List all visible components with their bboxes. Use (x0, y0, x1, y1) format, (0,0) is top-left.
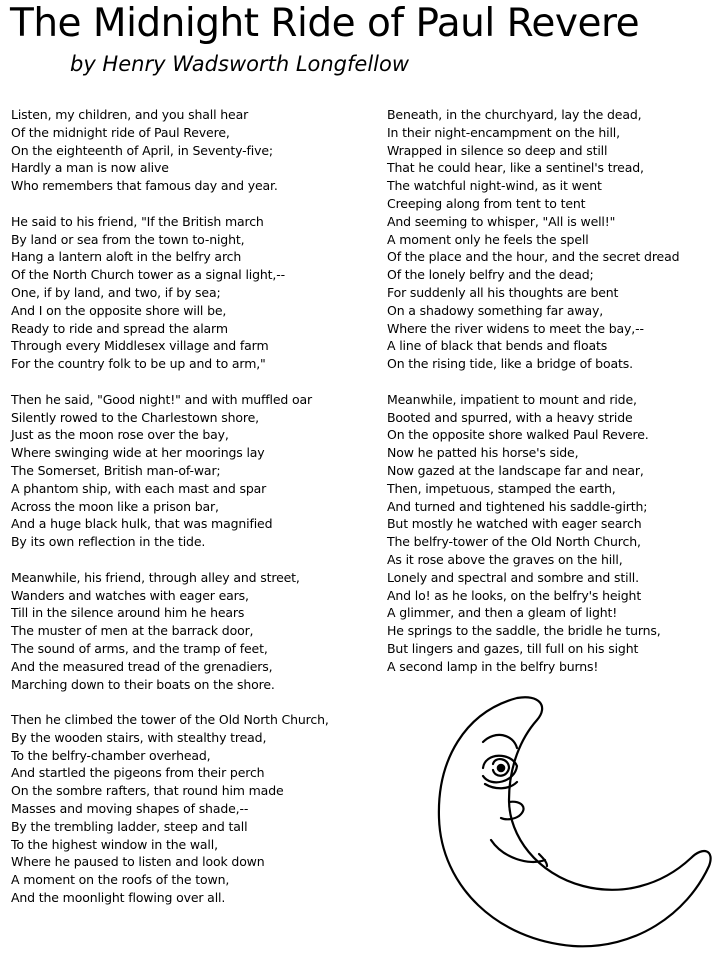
poem-line: Of the place and the hour, and the secret dread (387, 249, 680, 265)
poem-line: Marching down to their boats on the shore. (11, 676, 275, 692)
poem-line: Of the North Church tower as a signal light,-- (11, 267, 285, 283)
poem-line: A moment only he feels the spell (387, 231, 589, 247)
poem-line: And startled the pigeons from their perch (11, 765, 265, 781)
crescent-moon-face-icon (425, 690, 715, 952)
stanza (387, 106, 719, 373)
poem-line: By its own reflection in the tide. (11, 534, 206, 550)
poem-line: Where he paused to listen and look down (11, 854, 265, 870)
poem-line: Then he climbed the tower of the Old North Church, (11, 712, 329, 728)
poem-line: By the wooden stairs, with stealthy tread, (11, 729, 267, 745)
poem-line: Of the lonely belfry and the dead; (387, 267, 594, 283)
poem-line: A glimmer, and then a gleam of light! (387, 605, 618, 621)
poem-line: Who remembers that famous day and year. (11, 178, 278, 194)
poem-line: And lo! as he looks, on the belfry's height (387, 587, 642, 603)
poem-line: On a shadowy something far away, (387, 302, 604, 318)
poem-line: Hang a lantern aloft in the belfry arch (11, 249, 242, 265)
stanza (11, 711, 381, 907)
poem-line: Now he patted his horse's side, (387, 445, 579, 461)
poem-author: by Henry Wadsworth Longfellow (70, 52, 410, 76)
poem-line: A moment on the roofs of the town, (11, 872, 230, 888)
poem-line: Ready to ride and spread the alarm (11, 320, 228, 336)
poem-line: And I on the opposite shore will be, (11, 302, 227, 318)
poem-line: The belfry-tower of the Old North Church, (387, 534, 641, 550)
poem-title: The Midnight Ride of Paul Revere (10, 1, 640, 46)
poem-line: But mostly he watched with eager search (387, 516, 642, 532)
poem-line: On the eighteenth of April, in Seventy-five; (11, 142, 273, 158)
poem-line: Of the midnight ride of Paul Revere, (11, 124, 230, 140)
poem-line: To the highest window in the wall, (11, 836, 218, 852)
stanza (11, 213, 381, 373)
poem-line: The watchful night-wind, as it went (387, 178, 602, 194)
poem-line: The sound of arms, and the tramp of feet, (11, 640, 268, 656)
poem-line: Meanwhile, his friend, through alley and street, (11, 569, 300, 585)
poem-line: The muster of men at the barrack door, (11, 623, 254, 639)
poem-line: And a huge black hulk, that was magnified (11, 516, 273, 532)
poem-line: Now gazed at the landscape far and near, (387, 462, 644, 478)
poem-line: That he could hear, like a sentinel's tread, (387, 160, 644, 176)
poem-line: He springs to the saddle, the bridle he turns, (387, 623, 661, 639)
poem-line: Booted and spurred, with a heavy stride (387, 409, 633, 425)
poem-line: Lonely and spectral and sombre and still. (387, 569, 639, 585)
poem-line: Wanders and watches with eager ears, (11, 587, 249, 603)
poem-line: Across the moon like a prison bar, (11, 498, 219, 514)
poem-line: He said to his friend, "If the British march (11, 213, 264, 229)
stanza (11, 106, 381, 195)
poem-line: Just as the moon rose over the bay, (11, 427, 229, 443)
poem-line: In their night-encampment on the hill, (387, 124, 620, 140)
poem-line: And the moonlight flowing over all. (11, 890, 226, 906)
stanza (11, 569, 381, 694)
poem-line: Wrapped in silence so deep and still (387, 142, 608, 158)
poem-line: Listen, my children, and you shall hear (11, 107, 249, 122)
poem-line: And the measured tread of the grenadiers, (11, 658, 273, 674)
poem-line: For suddenly all his thoughts are bent (387, 284, 619, 300)
poem-left-column (11, 106, 381, 925)
poem-line: On the rising tide, like a bridge of boats. (387, 356, 633, 372)
poem-line: And seeming to whisper, "All is well!" (387, 213, 616, 229)
stanza (387, 391, 719, 676)
poem-line: Meanwhile, impatient to mount and ride, (387, 391, 637, 407)
poem-line: To the belfry-chamber overhead, (11, 747, 211, 763)
poem-line: By the trembling ladder, steep and tall (11, 818, 248, 834)
poem-line: Then he said, "Good night!" and with muffled oar (11, 391, 312, 407)
poem-line: As it rose above the graves on the hill, (387, 551, 623, 567)
poem-line: Where the river widens to meet the bay,-- (387, 320, 644, 336)
poem-line: And turned and tightened his saddle-girth; (387, 498, 648, 514)
poem-line: On the sombre rafters, that round him made (11, 783, 284, 799)
poem-line: Hardly a man is now alive (11, 160, 169, 176)
poem-line: Where swinging wide at her moorings lay (11, 445, 265, 461)
poem-line: A line of black that bends and floats (387, 338, 608, 354)
poem-line: The Somerset, British man-of-war; (11, 462, 221, 478)
poem-line: A phantom ship, with each mast and spar (11, 480, 267, 496)
poem-line: Creeping along from tent to tent (387, 195, 586, 211)
stanza (11, 391, 381, 551)
poem-line: By land or sea from the town to-night, (11, 231, 245, 247)
poem-line: But lingers and gazes, till full on his sight (387, 640, 639, 656)
poem-line: For the country folk to be up and to arm," (11, 356, 266, 372)
poem-line: Till in the silence around him he hears (11, 605, 245, 621)
poem-line: Masses and moving shapes of shade,-- (11, 801, 249, 817)
poem-line: Then, impetuous, stamped the earth, (387, 480, 616, 496)
poem-line: Silently rowed to the Charlestown shore, (11, 409, 259, 425)
poem-line: A second lamp in the belfry burns! (387, 658, 599, 674)
poem-line: One, if by land, and two, if by sea; (11, 284, 221, 300)
poem-line: Through every Middlesex village and farm (11, 338, 269, 354)
poem-line: Beneath, in the churchyard, lay the dead, (387, 107, 642, 122)
poem-right-column (387, 106, 719, 693)
poem-line: On the opposite shore walked Paul Revere. (387, 427, 649, 443)
